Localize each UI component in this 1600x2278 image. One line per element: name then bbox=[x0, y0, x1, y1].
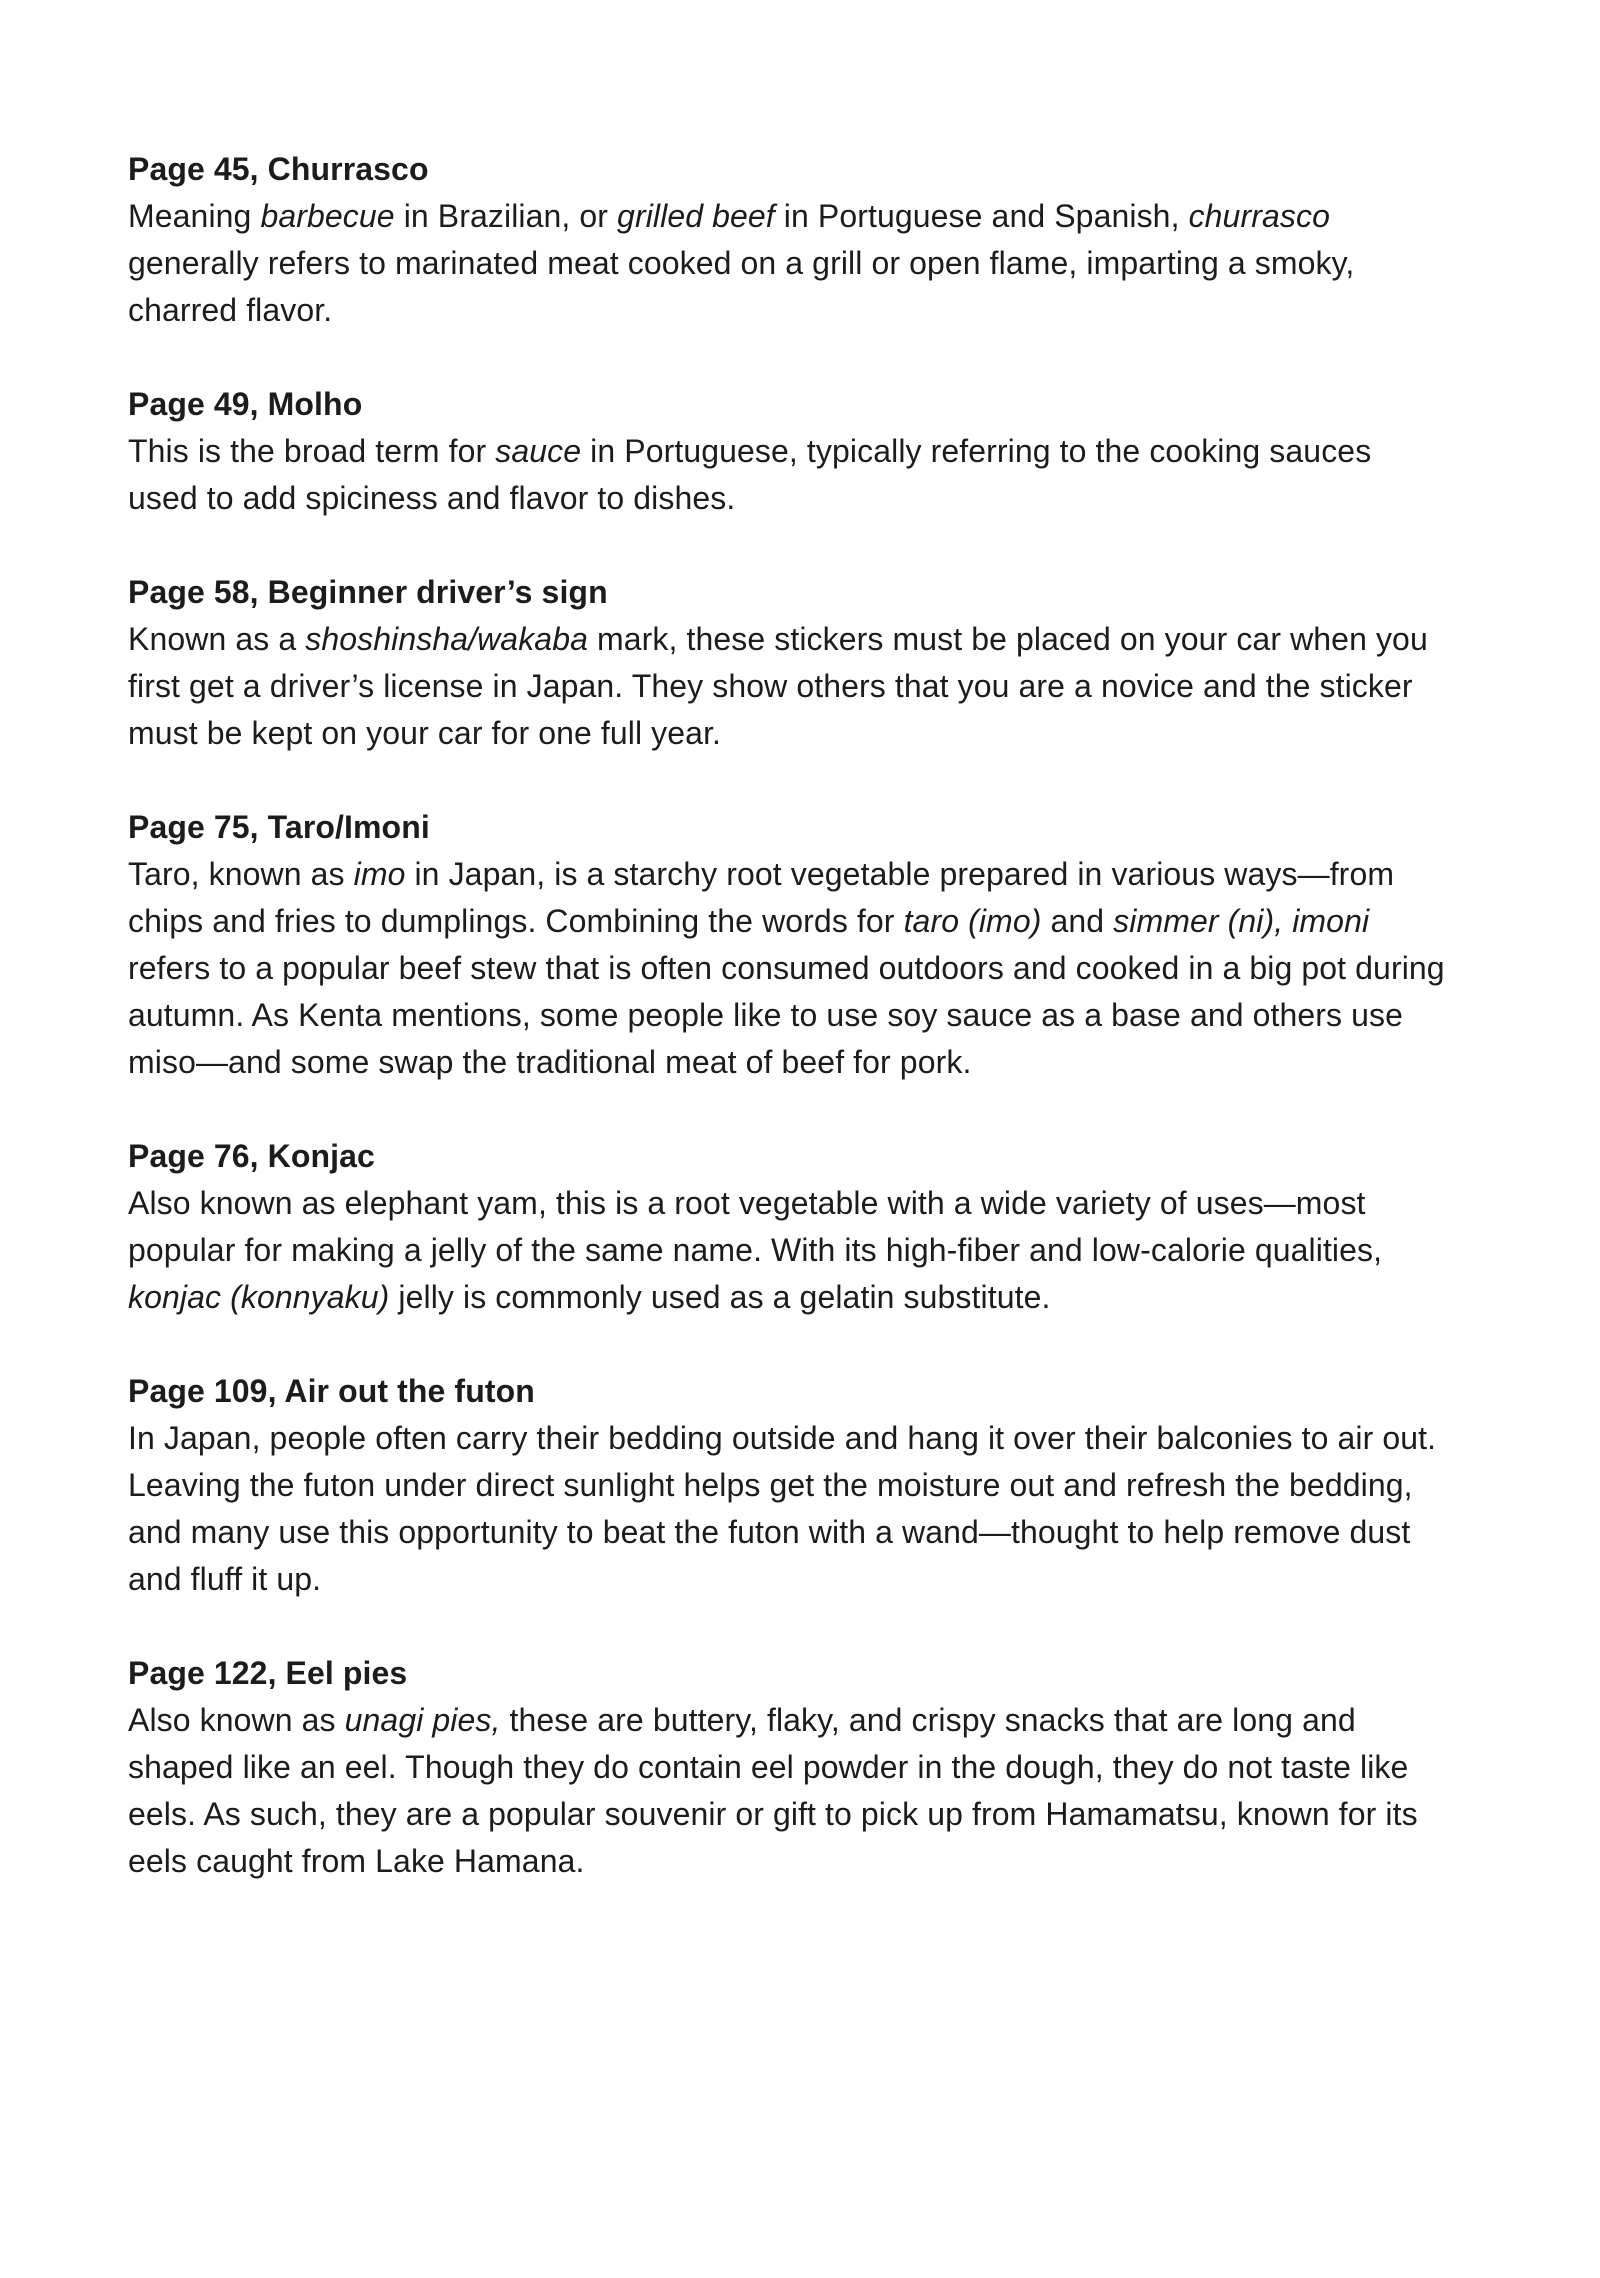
entry-heading: Page 76, Konjac bbox=[128, 1138, 375, 1174]
glossary-entry bbox=[128, 1650, 1450, 1885]
glossary-entry bbox=[128, 1368, 1450, 1603]
italic-text-segment: barbecue bbox=[260, 198, 395, 234]
italic-text-segment: grilled beef bbox=[617, 198, 775, 234]
text-segment: in Japan, is a starchy root vegetable prepared in various ways—from chips and fries to dumplings. Combining the words for bbox=[128, 856, 1395, 939]
text-segment: Meaning bbox=[128, 198, 261, 234]
text-segment: refers to a popular beef stew that is often consumed outdoors and cooked in a big pot during autumn. As Kenta mentions, some people like to use soy sauce as a base and others use miso—and some swap the traditional meat of beef for pork. bbox=[128, 950, 1445, 1080]
glossary-entry bbox=[128, 804, 1450, 1086]
italic-text-segment: unagi pies, bbox=[344, 1702, 501, 1738]
text-segment: This is the broad term for bbox=[128, 433, 496, 469]
text-segment: in Portuguese and Spanish, bbox=[774, 198, 1189, 234]
italic-text-segment: taro (imo) bbox=[903, 903, 1042, 939]
italic-text-segment: simmer (ni), imoni bbox=[1113, 903, 1370, 939]
italic-text-segment: sauce bbox=[495, 433, 582, 469]
text-segment: mark, these stickers must be placed on your car when you first get a driver’s license in Japan. They show others that you are a novice and the sticker must be kept on your car for one full year. bbox=[128, 621, 1428, 751]
entry-body bbox=[128, 428, 1450, 522]
entry-body bbox=[128, 1697, 1450, 1885]
entry-heading: Page 122, Eel pies bbox=[128, 1655, 408, 1691]
text-segment: Also known as elephant yam, this is a root vegetable with a wide variety of uses—most popular for making a jelly of the same name. With its high-fiber and low-calorie qualities, bbox=[128, 1185, 1383, 1268]
glossary-entry bbox=[128, 1133, 1450, 1321]
entry-body bbox=[128, 193, 1450, 334]
italic-text-segment: imo bbox=[353, 856, 406, 892]
entry-heading: Page 45, Churrasco bbox=[128, 151, 429, 187]
glossary-entry bbox=[128, 569, 1450, 757]
italic-text-segment: shoshinsha/wakaba bbox=[305, 621, 588, 657]
text-segment: jelly is commonly used as a gelatin substitute. bbox=[389, 1279, 1051, 1315]
text-segment: these are buttery, flaky, and crispy snacks that are long and shaped like an eel. Though they do contain eel powder in the dough, they do not taste like eels. As such, they are a popular souvenir or gift to pick up from Hamamatsu, known for its eels caught from Lake Hamana. bbox=[128, 1702, 1418, 1879]
entry-body bbox=[128, 1415, 1450, 1603]
entry-heading: Page 109, Air out the futon bbox=[128, 1373, 535, 1409]
text-segment: Taro, known as bbox=[128, 856, 354, 892]
text-segment: in Brazilian, or bbox=[394, 198, 618, 234]
glossary-entry bbox=[128, 146, 1450, 334]
entry-body bbox=[128, 1180, 1450, 1321]
entry-heading: Page 58, Beginner driver’s sign bbox=[128, 574, 608, 610]
text-segment: Also known as bbox=[128, 1702, 345, 1738]
entry-heading: Page 75, Taro/Imoni bbox=[128, 809, 430, 845]
text-segment: in Portuguese, typically referring to the cooking sauces used to add spiciness and flavor to dishes. bbox=[128, 433, 1372, 516]
text-segment: generally refers to marinated meat cooked on a grill or open flame, imparting a smoky, charred flavor. bbox=[128, 245, 1355, 328]
entry-heading: Page 49, Molho bbox=[128, 386, 363, 422]
text-segment: In Japan, people often carry their bedding outside and hang it over their balconies to air out. Leaving the futon under direct sunlight helps get the moisture out and refresh the bedding, and many use this opportunity to beat the futon with a wand—thought to help remove dust and fluff it up. bbox=[128, 1420, 1437, 1597]
glossary-entry bbox=[128, 381, 1450, 522]
entry-body bbox=[128, 616, 1450, 757]
text-segment: and bbox=[1041, 903, 1114, 939]
entry-body bbox=[128, 851, 1450, 1086]
italic-text-segment: konjac (konnyaku) bbox=[128, 1279, 390, 1315]
entries bbox=[128, 146, 1450, 1885]
italic-text-segment: churrasco bbox=[1188, 198, 1330, 234]
text-segment: Known as a bbox=[128, 621, 306, 657]
